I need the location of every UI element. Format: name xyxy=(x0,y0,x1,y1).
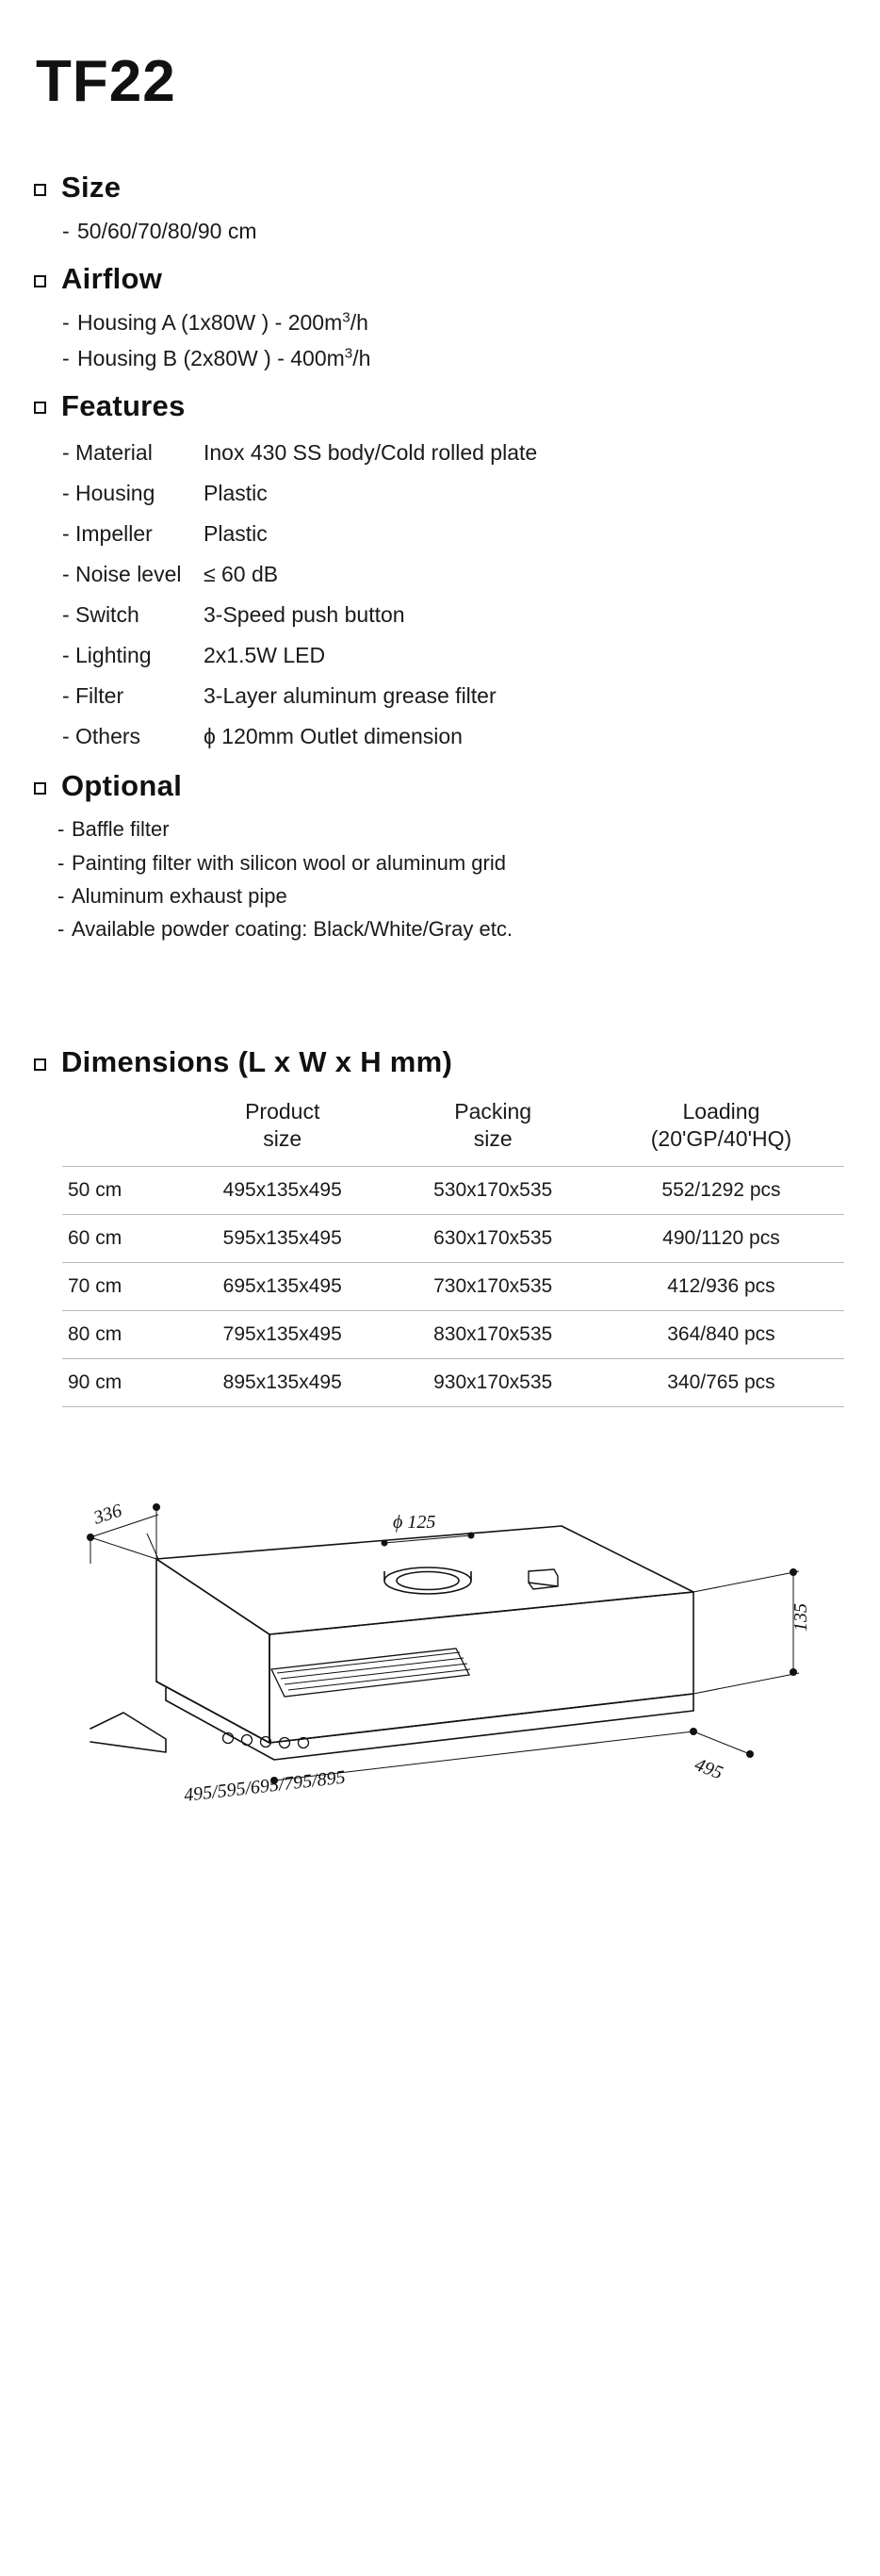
square-bullet-icon xyxy=(34,275,46,287)
list-item xyxy=(34,812,823,845)
optional-list xyxy=(34,812,823,945)
size-value: 50/60/70/80/90 cm xyxy=(77,219,257,244)
table-row xyxy=(62,1310,844,1358)
column-header-loading xyxy=(598,1096,844,1166)
section-size xyxy=(34,171,823,249)
cell-loading: 552/1292 pcs xyxy=(598,1166,844,1214)
feature-value: 2x1.5W LED xyxy=(204,642,326,667)
cell-size: 70 cm xyxy=(62,1262,177,1310)
header-line1: Packing xyxy=(454,1099,532,1124)
table-row xyxy=(62,1358,844,1406)
header-line2: size xyxy=(263,1125,302,1151)
dash-marker: - xyxy=(57,883,65,908)
cell-size: 90 cm xyxy=(62,1358,177,1406)
feature-row xyxy=(34,473,823,514)
optional-item-text: Painting filter with silicon wool or aluminum grid xyxy=(72,850,506,875)
dim-label-width: 495/595/695/795/895 xyxy=(183,1766,347,1806)
feature-value: Plastic xyxy=(204,480,268,505)
feature-label-text: Impeller xyxy=(75,520,153,546)
feature-row xyxy=(34,514,823,554)
feature-value: ≤ 60 dB xyxy=(204,561,279,586)
dimension-markers xyxy=(87,1503,797,1784)
section-features xyxy=(34,389,823,757)
cell-product-size: 895x135x495 xyxy=(177,1358,387,1406)
feature-value: 3-Speed push button xyxy=(204,601,405,627)
section-dimensions-title: Dimensions (L x W x H mm) xyxy=(61,1045,453,1079)
dash-marker: - xyxy=(62,219,70,244)
dimensions-table-head xyxy=(62,1096,844,1166)
feature-label xyxy=(34,517,204,550)
feature-label xyxy=(34,599,204,632)
dash-marker: - xyxy=(62,682,70,708)
feature-label xyxy=(34,720,204,753)
cell-packing-size: 530x170x535 xyxy=(387,1166,597,1214)
dash-marker: - xyxy=(62,345,70,370)
dash-marker: - xyxy=(62,480,70,505)
optional-item-text: Aluminum exhaust pipe xyxy=(72,883,287,908)
feature-label xyxy=(34,477,204,510)
junction-box-edge xyxy=(529,1583,558,1586)
dim-label-outlet: ϕ 125 xyxy=(393,1511,436,1533)
feature-label xyxy=(34,639,204,672)
feature-row xyxy=(34,716,823,757)
table-row xyxy=(62,1214,844,1262)
hood-side-flange xyxy=(90,1713,166,1752)
feature-row xyxy=(34,433,823,473)
feature-row xyxy=(34,554,823,595)
airflow-a-text: Housing A (1x80W ) - 200m xyxy=(77,310,343,336)
feature-row xyxy=(34,595,823,635)
cell-packing-size: 830x170x535 xyxy=(387,1310,597,1358)
cell-loading: 412/936 pcs xyxy=(598,1262,844,1310)
section-airflow-title: Airflow xyxy=(61,262,163,296)
dash-marker: - xyxy=(62,520,70,546)
spacer xyxy=(34,959,823,1045)
feature-label-text: Material xyxy=(75,439,153,465)
hood-left-face xyxy=(156,1559,269,1743)
cell-product-size: 795x135x495 xyxy=(177,1310,387,1358)
section-dimensions xyxy=(34,1045,823,1407)
section-size-header xyxy=(34,171,823,205)
hood-front-face xyxy=(269,1592,693,1743)
list-item xyxy=(34,912,823,945)
feature-label xyxy=(34,680,204,713)
airflow-a-sup: 3 xyxy=(342,309,350,326)
section-optional xyxy=(34,769,823,945)
feature-value: ϕ 120mm Outlet dimension xyxy=(204,723,463,748)
feature-label-text: Switch xyxy=(75,601,139,627)
cell-packing-size: 930x170x535 xyxy=(387,1358,597,1406)
cell-packing-size: 630x170x535 xyxy=(387,1214,597,1262)
cell-product-size: 595x135x495 xyxy=(177,1214,387,1262)
dash-marker: - xyxy=(62,310,70,336)
cell-size: 60 cm xyxy=(62,1214,177,1262)
list-item xyxy=(34,305,823,340)
cell-loading: 364/840 pcs xyxy=(598,1310,844,1358)
table-row xyxy=(62,1262,844,1310)
column-header-size xyxy=(62,1096,177,1166)
range-hood-drawing-svg xyxy=(34,1469,863,1846)
feature-label-text: Noise level xyxy=(75,561,182,586)
list-item xyxy=(34,879,823,912)
dash-marker: - xyxy=(62,439,70,465)
size-list xyxy=(34,214,823,249)
section-optional-title: Optional xyxy=(61,769,183,803)
page-title: TF22 xyxy=(36,49,176,114)
hood-bottom-edge xyxy=(156,1682,693,1743)
feature-label-text: Others xyxy=(75,723,141,748)
dim-label-height: 135 xyxy=(790,1602,811,1632)
cell-product-size: 495x135x495 xyxy=(177,1166,387,1214)
cell-loading: 490/1120 pcs xyxy=(598,1214,844,1262)
square-bullet-icon xyxy=(34,402,46,414)
feature-row xyxy=(34,635,823,676)
header-line1: Loading xyxy=(682,1099,760,1124)
section-airflow xyxy=(34,262,823,376)
cell-size: 80 cm xyxy=(62,1310,177,1358)
section-optional-header xyxy=(34,769,823,803)
feature-label-text: Lighting xyxy=(75,642,152,667)
dash-marker: - xyxy=(57,917,65,942)
dash-marker: - xyxy=(57,817,65,842)
dimensions-table-body xyxy=(62,1166,844,1406)
section-dimensions-header xyxy=(34,1045,823,1079)
table-row xyxy=(62,1166,844,1214)
feature-value: 3-Layer aluminum grease filter xyxy=(204,682,497,708)
optional-item-text: Baffle filter xyxy=(72,817,170,842)
feature-label xyxy=(34,436,204,469)
optional-item-text: Available powder coating: Black/White/Gray etc. xyxy=(72,917,513,942)
header-line2: size xyxy=(473,1125,513,1151)
features-table xyxy=(34,433,823,757)
cell-size: 50 cm xyxy=(62,1166,177,1214)
feature-label-text: Filter xyxy=(75,682,124,708)
airflow-list xyxy=(34,305,823,376)
feature-value: Plastic xyxy=(204,520,268,546)
header-line1: Product xyxy=(245,1099,320,1124)
airflow-b-text: Housing B (2x80W ) - 400m xyxy=(77,345,345,370)
section-features-header xyxy=(34,389,823,423)
feature-value: Inox 430 SS body/Cold rolled plate xyxy=(204,439,538,465)
list-item xyxy=(34,341,823,376)
table-header-row xyxy=(62,1096,844,1166)
feature-label xyxy=(34,558,204,591)
section-airflow-header xyxy=(34,262,823,296)
outlet-ellipse-inner xyxy=(397,1571,459,1589)
dash-marker: - xyxy=(62,723,70,748)
dash-marker: - xyxy=(57,850,65,875)
column-header-product-size xyxy=(177,1096,387,1166)
feature-row xyxy=(34,676,823,716)
cell-packing-size: 730x170x535 xyxy=(387,1262,597,1310)
square-bullet-icon xyxy=(34,782,46,795)
square-bullet-icon xyxy=(34,184,46,196)
dimensions-table xyxy=(62,1096,844,1407)
list-item xyxy=(34,846,823,879)
header-line2: (20'GP/40'HQ) xyxy=(650,1125,792,1151)
list-item xyxy=(34,214,823,249)
dash-marker: - xyxy=(62,601,70,627)
technical-drawing xyxy=(34,1469,823,1846)
airflow-b-suffix: /h xyxy=(352,345,371,370)
feature-label-text: Housing xyxy=(75,480,155,505)
dash-marker: - xyxy=(62,642,70,667)
section-size-title: Size xyxy=(61,171,122,205)
dim-label-depth-bottom: 495 xyxy=(692,1753,726,1784)
square-bullet-icon xyxy=(34,1058,46,1071)
section-features-title: Features xyxy=(61,388,186,422)
dash-marker: - xyxy=(62,561,70,586)
cell-loading: 340/765 pcs xyxy=(598,1358,844,1406)
column-header-packing-size xyxy=(387,1096,597,1166)
dim-label-depth-top: 336 xyxy=(90,1500,125,1529)
airflow-b-sup: 3 xyxy=(344,344,353,361)
cell-product-size: 695x135x495 xyxy=(177,1262,387,1310)
airflow-a-suffix: /h xyxy=(350,310,368,336)
